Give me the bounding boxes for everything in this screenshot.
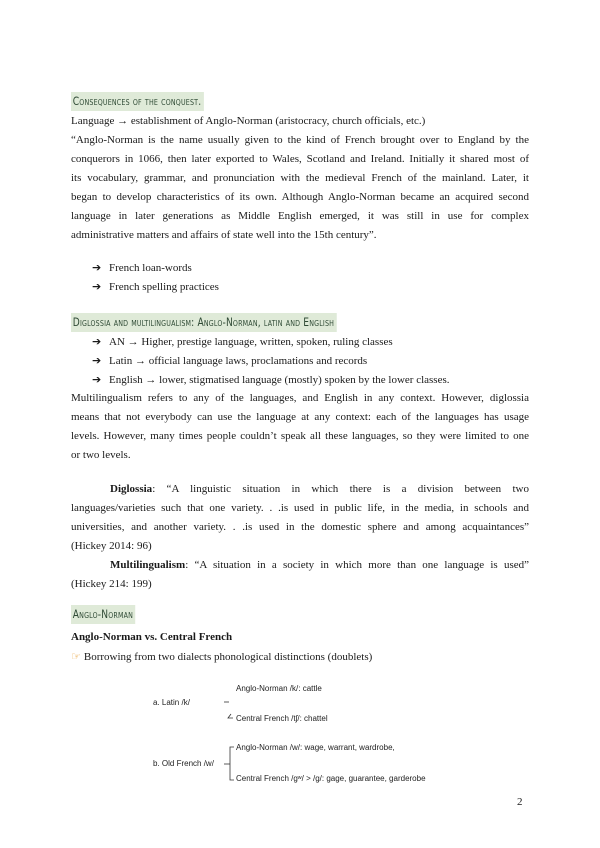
arrow-icon: ➔ xyxy=(92,280,102,293)
citation: (Hickey 214: 199) xyxy=(71,578,152,590)
bullet-item: ➔ Latin → official language laws, proclamations and records xyxy=(92,351,367,371)
intro-line: Language → establishment of Anglo-Norman (aristocracy, church officials, etc.) xyxy=(71,115,426,127)
quote-line: began to develop characteristics of its own. Although Anglo-Norman became an acquired second xyxy=(71,191,529,203)
subheading: Anglo-Norman vs. Central French xyxy=(71,631,233,643)
diglossia-term: Diglossia xyxy=(110,483,153,495)
paragraph-line: means that not everybody can use the language at any context: each of the languages has usage xyxy=(71,411,529,423)
paragraph-line: or two levels. xyxy=(71,449,131,461)
arrow-icon: ➔ xyxy=(92,373,102,386)
quote-line: “Anglo-Norman is the name usually given to the kind of French brought over to England by the xyxy=(71,134,529,146)
paragraph-line: levels. However, many times people couldn’t speak all these languages, so they were limited to one xyxy=(71,430,529,442)
quote-line: its vocabulary, grammar, and pronunciation with the medieval French of the mainland. Later, it xyxy=(71,172,529,184)
bullet-item: ➔ French spelling practices xyxy=(92,277,219,297)
bullet-item: ➔ English → lower, stigmatised language (mostly) spoken by the lower classes. xyxy=(92,370,450,390)
arrow-icon: ➔ xyxy=(92,335,102,348)
quote-line: administrative matters and affairs of state well into the 15th century”. xyxy=(71,229,377,241)
pointing-hand-icon: ☞ xyxy=(71,650,81,663)
diglossia-definition-line: languages/varieties such that one variety. . .is used in public life, in the media, in schools and xyxy=(71,502,529,514)
diagram-b-label: b. Old French /w/ xyxy=(153,759,214,768)
diagram-b-top: Anglo-Norman /w/: wage, warrant, wardrobe, xyxy=(236,743,395,752)
diglossia-definition-line: Diglossia: “A linguistic situation in which there is a division between two xyxy=(110,483,529,495)
note-line: ☞ Borrowing from two dialects phonological distinctions (doublets) xyxy=(71,650,373,663)
bullet-item: ➔ French loan-words xyxy=(92,258,192,278)
page-number: 2 xyxy=(517,796,523,808)
section-heading-anglo-norman: Anglo-Norman xyxy=(71,605,136,624)
diagram-a-label: a. Latin /k/ xyxy=(153,698,190,707)
arrow-icon: ➔ xyxy=(92,354,102,367)
multilingualism-definition-line: Multilingualism: “A situation in a society in which more than one language is used” xyxy=(110,559,529,571)
quote-line: conquerors in 1066, then later exported to Wales, Scotland and Ireland. Initially it shared most of xyxy=(71,153,529,165)
diagram-b-bottom: Central French /gʷ/ > /g/: gage, guarantee, garderobe xyxy=(236,774,426,783)
arrow-icon: ➔ xyxy=(92,261,102,274)
citation: (Hickey 2014: 96) xyxy=(71,540,152,552)
paragraph-line: Multilingualism refers to any of the languages, and English in any context. However, diglossia xyxy=(71,392,529,404)
diagram-a-top: Anglo-Norman /k/: cattle xyxy=(236,684,322,693)
section-heading-diglossia: Diglossia and multilingualism: Anglo-Norman, latin and English xyxy=(71,313,337,332)
quote-line: language in later generations as Middle English emerged, it was still in use for complex xyxy=(71,210,529,222)
diagram-a-bottom: Central French /tʃ/: chattel xyxy=(236,714,328,723)
multilingualism-term: Multilingualism xyxy=(110,559,186,571)
diglossia-definition-line: universities, and another variety. . .is used in the domestic sphere and among acquaintances” xyxy=(71,521,529,533)
section-heading-conquest: Consequences of the conquest. xyxy=(71,92,204,111)
bullet-item: ➔ AN → Higher, prestige language, written, spoken, ruling classes xyxy=(92,332,393,352)
